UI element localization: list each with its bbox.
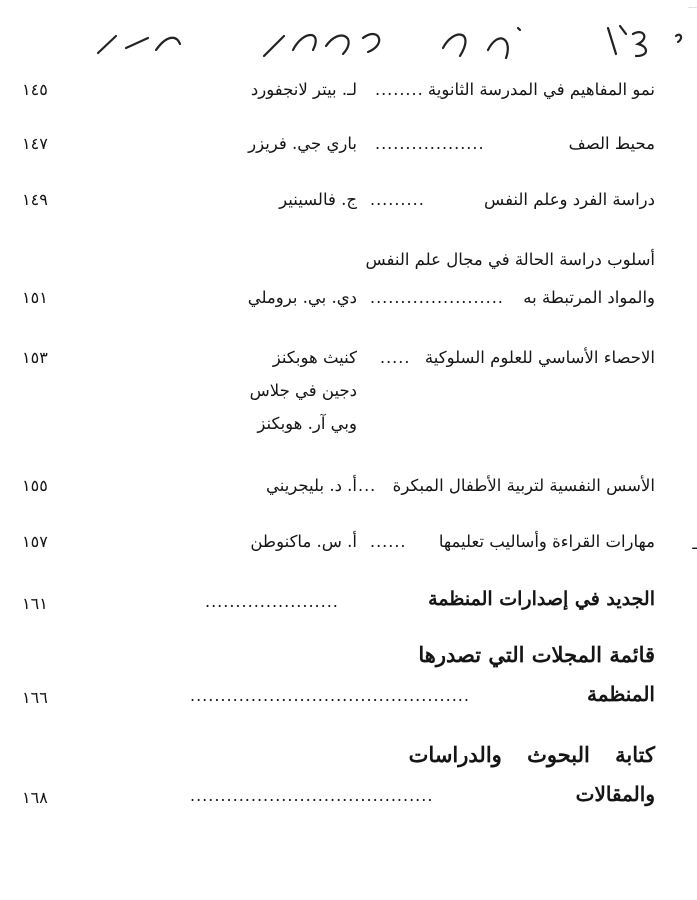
section-page: ١٦٦	[22, 688, 48, 707]
entry-dots: ...	[358, 476, 377, 495]
entry-title: مهارات القراءة وأساليب تعليمها	[438, 532, 655, 551]
entry-page: ١٤٩	[22, 190, 48, 209]
entry-page: ١٤٧	[22, 134, 48, 153]
entry-author: أ. د. بليجريني	[265, 476, 357, 495]
toc-entry	[0, 470, 697, 508]
entry-title-line2: والمواد المرتبطة به	[523, 288, 655, 307]
toc-entry	[0, 128, 697, 166]
section-title-line1: قائمة المجلات التي تصدرها	[418, 642, 655, 667]
entry-author: باري جي. فريزر	[248, 134, 357, 153]
section-dots: ......................	[205, 592, 339, 611]
entry-dots: ..................	[375, 134, 485, 153]
entry-dots: .....	[380, 348, 411, 367]
toc-entry	[0, 74, 697, 112]
entry-page: ١٥١	[22, 288, 48, 307]
entry-author: كنيث هوبكنز	[272, 348, 357, 367]
entry-page: ١٥٥	[22, 476, 48, 495]
entry-author: دي. بي. بروملي	[247, 288, 357, 307]
entry-author: لـ. بيتر لانجفورد	[250, 80, 357, 99]
toc-entry	[0, 184, 697, 222]
entry-page: ١٥٧	[22, 532, 48, 551]
entry-author: وبي آر. هوبكنز	[257, 414, 357, 433]
header-handwriting-text: ٣/٣ ٥ ٢٠ ٩ ١٩٨٩ ١٤	[688, 8, 697, 9]
section-dots: ..............................................	[190, 686, 470, 705]
toc-section	[0, 740, 697, 820]
section-dots: ........................................	[190, 786, 434, 805]
entry-title: الاحصاء الأساسي للعلوم السلوكية	[424, 348, 655, 367]
toc-section	[0, 640, 697, 720]
section-title-line1: كتابة البحوث والدراسات	[408, 742, 655, 767]
toc-entry	[0, 342, 697, 447]
section-title-line2: والمقالات	[575, 782, 655, 806]
entry-title: نمو المفاهيم في المدرسة الثانوية	[427, 80, 655, 99]
section-page: ١٦٨	[22, 788, 48, 807]
entry-author: دجين في جلاس	[249, 381, 357, 400]
entry-dots: ......................	[370, 288, 504, 307]
entry-dots: ......	[370, 532, 407, 551]
entry-page: ١٤٥	[22, 80, 48, 99]
entry-title: الأسس النفسية لتربية الأطفال المبكرة	[392, 476, 655, 495]
section-title-line2: المنظمة	[587, 682, 655, 706]
entry-title: دراسة الفرد وعلم النفس	[484, 190, 655, 209]
handwritten-header	[88, 8, 697, 70]
entry-title-line1: أسلوب دراسة الحالة في مجال علم النفس	[365, 250, 655, 269]
entry-title: محيط الصف	[568, 134, 655, 153]
section-page: ١٦١	[22, 594, 48, 613]
toc-section	[0, 586, 697, 624]
entry-page: ١٥٣	[22, 348, 48, 367]
entry-dots: .........	[370, 190, 425, 209]
toc-entry	[0, 526, 697, 564]
entry-author: ج. فالسينير	[279, 190, 357, 209]
section-title: الجديد في إصدارات المنظمة	[428, 588, 655, 610]
entry-author: أ. س. ماكنوطن	[250, 532, 357, 551]
margin-mark: ـ	[692, 534, 697, 553]
toc-entry	[0, 246, 697, 322]
entry-dots: ........	[375, 80, 424, 99]
